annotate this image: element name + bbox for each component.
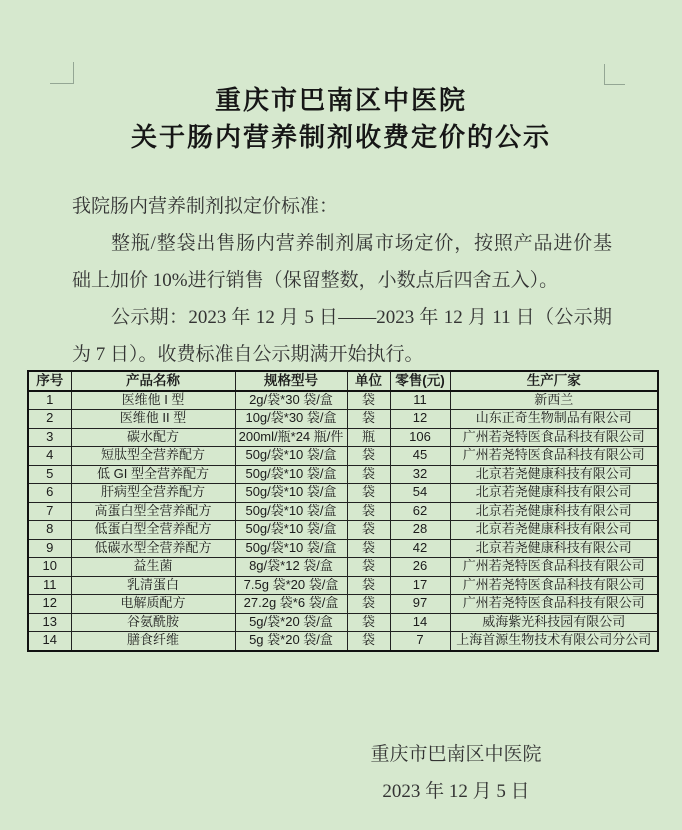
table-row — [28, 502, 658, 521]
table-cell: 低 GI 型全营养配方 — [71, 465, 235, 484]
table-cell: 袋 — [347, 521, 390, 540]
table-cell: 广州若尧特医食品科技有限公司 — [450, 558, 658, 577]
body-text — [72, 188, 612, 373]
table-row — [28, 521, 658, 540]
title-line-1: 重庆市巴南区中医院 — [214, 86, 467, 115]
table-cell: 7.5g 袋*20 袋/盒 — [235, 576, 347, 595]
table-cell: 5g 袋*20 袋/盒 — [235, 632, 347, 651]
table-cell: 28 — [390, 521, 450, 540]
table-cell: 12 — [28, 595, 71, 614]
table-row — [28, 632, 658, 651]
table-cell: 32 — [390, 465, 450, 484]
table-cell: 袋 — [347, 465, 390, 484]
table-cell: 1 — [28, 391, 71, 410]
table-cell: 袋 — [347, 484, 390, 503]
table-cell: 62 — [390, 502, 450, 521]
table-row — [28, 576, 658, 595]
table-cell: 广州若尧特医食品科技有限公司 — [450, 576, 658, 595]
table-cell: 17 — [390, 576, 450, 595]
table-cell: 医维他 II 型 — [71, 410, 235, 429]
table-cell: 广州若尧特医食品科技有限公司 — [450, 428, 658, 447]
table-row — [28, 391, 658, 410]
table-cell: 106 — [390, 428, 450, 447]
column-header: 规格型号 — [235, 371, 347, 391]
table-cell: 袋 — [347, 447, 390, 466]
table-cell: 广州若尧特医食品科技有限公司 — [450, 595, 658, 614]
table-cell: 7 — [28, 502, 71, 521]
table-cell: 50g/袋*10 袋/盒 — [235, 484, 347, 503]
signature-block — [358, 736, 554, 810]
table-cell: 50g/袋*10 袋/盒 — [235, 539, 347, 558]
body-line: 公示期：2023 年 12 月 5 日——2023 年 12 月 11 日（公示期 — [111, 307, 612, 328]
table-cell: 11 — [390, 391, 450, 410]
column-header: 零售(元) — [390, 371, 450, 391]
table-cell: 54 — [390, 484, 450, 503]
table-cell: 北京若尧健康科技有限公司 — [450, 521, 658, 540]
table-cell: 5g/袋*20 袋/盒 — [235, 613, 347, 632]
table-cell: 袋 — [347, 502, 390, 521]
table-row — [28, 558, 658, 577]
table-row — [28, 484, 658, 503]
table-cell: 14 — [28, 632, 71, 651]
body-line: 础上加价 10%进行销售（保留整数，小数点后四舍五入）。 — [72, 270, 559, 291]
table-cell: 高蛋白型全营养配方 — [71, 502, 235, 521]
title-line-2: 关于肠内营养制剂收费定价的公示 — [130, 123, 551, 152]
table-cell: 45 — [390, 447, 450, 466]
table-cell: 3 — [28, 428, 71, 447]
table-row — [28, 447, 658, 466]
table-cell: 医维他 I 型 — [71, 391, 235, 410]
table-cell: 袋 — [347, 613, 390, 632]
table-cell: 2 — [28, 410, 71, 429]
table-cell: 肝病型全营养配方 — [71, 484, 235, 503]
table-cell: 50g/袋*10 袋/盒 — [235, 502, 347, 521]
table-cell: 袋 — [347, 391, 390, 410]
table-cell: 13 — [28, 613, 71, 632]
table-cell: 谷氨酰胺 — [71, 613, 235, 632]
table-cell: 4 — [28, 447, 71, 466]
table-row — [28, 428, 658, 447]
column-header: 生产厂家 — [450, 371, 658, 391]
table-cell: 50g/袋*10 袋/盒 — [235, 521, 347, 540]
table-body — [28, 391, 658, 651]
table-cell: 山东正奇生物制品有限公司 — [450, 410, 658, 429]
table-cell: 袋 — [347, 632, 390, 651]
table-cell: 97 — [390, 595, 450, 614]
price-table — [27, 370, 659, 652]
table-cell: 7 — [390, 632, 450, 651]
table-cell: 50g/袋*10 袋/盒 — [235, 465, 347, 484]
table-cell: 11 — [28, 576, 71, 595]
table-row — [28, 465, 658, 484]
table-cell: 电解质配方 — [71, 595, 235, 614]
table-cell: 碳水配方 — [71, 428, 235, 447]
table-cell: 42 — [390, 539, 450, 558]
table-cell: 北京若尧健康科技有限公司 — [450, 484, 658, 503]
page-corner-mark-left — [50, 62, 74, 84]
table-cell: 广州若尧特医食品科技有限公司 — [450, 447, 658, 466]
table-cell: 50g/袋*10 袋/盒 — [235, 447, 347, 466]
table-cell: 袋 — [347, 539, 390, 558]
table-cell: 益生菌 — [71, 558, 235, 577]
body-line: 我院肠内营养制剂拟定价标准： — [72, 196, 339, 217]
signature-org: 重庆市巴南区中医院 — [370, 744, 542, 765]
table-cell: 瓶 — [347, 428, 390, 447]
page-title — [0, 82, 682, 156]
table-cell: 上海首源生物技术有限公司分公司 — [450, 632, 658, 651]
table-cell: 袋 — [347, 410, 390, 429]
table-cell: 袋 — [347, 595, 390, 614]
table-cell: 5 — [28, 465, 71, 484]
table-cell: 2g/袋*30 袋/盒 — [235, 391, 347, 410]
table-cell: 新西兰 — [450, 391, 658, 410]
body-line: 整瓶/整袋出售肠内营养制剂属市场定价，按照产品进价基 — [111, 233, 612, 254]
column-header: 序号 — [28, 371, 71, 391]
table-cell: 袋 — [347, 576, 390, 595]
column-header: 产品名称 — [71, 371, 235, 391]
table-cell: 200ml/瓶*24 瓶/件 — [235, 428, 347, 447]
table-cell: 北京若尧健康科技有限公司 — [450, 465, 658, 484]
table-cell: 10 — [28, 558, 71, 577]
table-cell: 短肽型全营养配方 — [71, 447, 235, 466]
signature-date: 2023 年 12 月 5 日 — [382, 781, 530, 802]
table-cell: 威海紫光科技园有限公司 — [450, 613, 658, 632]
table-header-row — [28, 371, 658, 391]
table-cell: 10g/袋*30 袋/盒 — [235, 410, 347, 429]
body-line: 为 7 日）。收费标准自公示期满开始执行。 — [72, 344, 424, 365]
table-row — [28, 613, 658, 632]
table-cell: 乳清蛋白 — [71, 576, 235, 595]
table-cell: 9 — [28, 539, 71, 558]
table-cell: 12 — [390, 410, 450, 429]
column-header: 单位 — [347, 371, 390, 391]
table-cell: 袋 — [347, 558, 390, 577]
table-cell: 8g/袋*12 袋/盒 — [235, 558, 347, 577]
table-cell: 北京若尧健康科技有限公司 — [450, 502, 658, 521]
table-cell: 14 — [390, 613, 450, 632]
table-row — [28, 539, 658, 558]
table-row — [28, 410, 658, 429]
table-cell: 6 — [28, 484, 71, 503]
table-cell: 低碳水型全营养配方 — [71, 539, 235, 558]
table-cell: 27.2g 袋*6 袋/盒 — [235, 595, 347, 614]
table-row — [28, 595, 658, 614]
table-cell: 26 — [390, 558, 450, 577]
table-cell: 膳食纤维 — [71, 632, 235, 651]
table-cell: 8 — [28, 521, 71, 540]
table-cell: 低蛋白型全营养配方 — [71, 521, 235, 540]
table-cell: 北京若尧健康科技有限公司 — [450, 539, 658, 558]
